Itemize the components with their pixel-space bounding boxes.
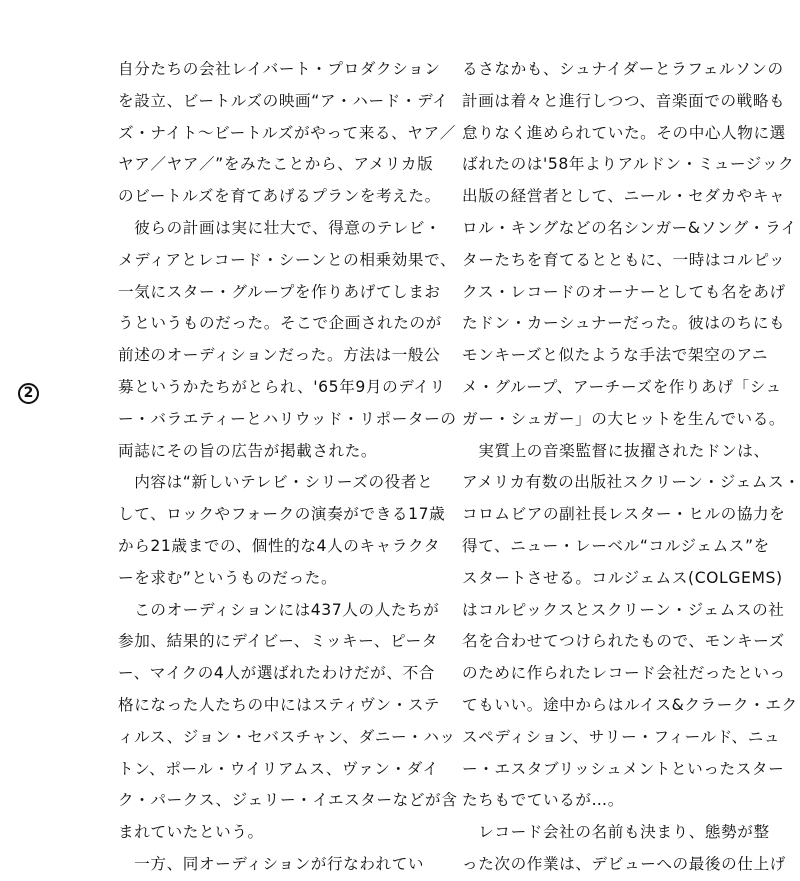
- text-line: はコルピックスとスクリーン・ジェムスの社: [462, 600, 785, 619]
- text-line: たドン・カーシュナーだった。彼はのちにも: [462, 314, 786, 333]
- text-line: ばれたのは'58年よりアルドン・ミュージック: [462, 155, 795, 174]
- text-line: メディアとレコード・シーンとの相乗効果で、: [118, 250, 457, 269]
- text-line: を設立、ビートルズの映画“ア・ハード・デイ: [118, 91, 449, 110]
- text-line: から21歳までの、個性的な4人のキャラクタ: [118, 536, 441, 555]
- text-line: ターたちを育てるとともに、一時はコルピッ: [462, 250, 786, 269]
- text-line: レコード会社の名前も決まり、態勢が整: [462, 823, 770, 842]
- text-line: ーを求む”というものだった。: [118, 568, 338, 587]
- text-line: てもいい。途中からはルイス&クラーク・エク: [462, 695, 798, 714]
- text-line: トン、ポール・ウイリアムス、ヴァン・ダイ: [118, 759, 439, 778]
- text-line: アメリカ有数の出版社スクリーン・ジェムス・: [462, 473, 800, 492]
- text-line: 格になった人たちの中にはスティヴン・ステ: [118, 695, 441, 714]
- text-line: まれていたという。: [118, 823, 264, 842]
- text-line: クス・レコードのオーナーとしても名をあげ: [462, 282, 786, 301]
- text-line: 募というかたちがとられ、'65年9月のデイリ: [118, 377, 446, 396]
- text-line: 前述のオーディションだった。方法は一般公: [118, 346, 441, 365]
- text-line: のために作られたレコード会社だったといっ: [462, 664, 786, 683]
- text-line: たちもでているが…。: [462, 791, 624, 810]
- text-line: ィルス、ジョン・セバスチャン、ダニー・ハッ: [118, 727, 456, 746]
- text-line: った次の作業は、デビューへの最後の仕上げ: [462, 854, 786, 873]
- text-line: 内容は“新しいテレビ・シリーズの役者と: [118, 473, 434, 492]
- left-column-text: [118, 54, 458, 873]
- text-line: ズ・ナイト～ビートルズがやって来る、ヤア／: [118, 123, 456, 142]
- text-line: 両誌にその旨の広告が掲載された。: [118, 441, 378, 460]
- text-line: コロムビアの副社長レスター・ヒルの協力を: [462, 505, 786, 524]
- text-line: 出版の経営者として、ニール・セダカやキャ: [462, 187, 786, 206]
- text-line: 名を合わせてつけられたもので、モンキーズ: [462, 632, 785, 651]
- text-line: 得て、ニュー・レーベル“コルジェムス”を: [462, 536, 770, 555]
- text-line: ガー・シュガー」の大ヒットを生んでいる。: [462, 409, 786, 428]
- text-line: ク・パークス、ジェリー・イエスターなどが含: [118, 791, 458, 810]
- text-line: ー・バラエティーとハリウッド・リポーターの: [118, 409, 457, 428]
- text-line: 怠りなく進められていた。その中心人物に選: [462, 123, 786, 142]
- text-line: スペディション、サリー・フィールド、ニュ: [462, 727, 781, 746]
- text-line: 参加、結果的にデイビー、ミッキー、ピータ: [118, 632, 438, 651]
- text-line: 計画は着々と進行しつつ、音楽面での戦略も: [462, 91, 786, 110]
- text-line: 彼らの計画は実に壮大で、得意のテレビ・: [118, 218, 442, 237]
- text-line: 一気にスター・グループを作りあげてしまお: [118, 282, 441, 301]
- text-line: して、ロックやフォークの演奏ができる17歳: [118, 505, 446, 524]
- right-column-text: [462, 54, 800, 873]
- text-line: このオーディションには437人の人たちが: [118, 600, 440, 619]
- text-line: うというものだった。そこで企画されたのが: [118, 314, 442, 333]
- text-line: 自分たちの会社レイバート・プロダクション: [118, 60, 441, 78]
- text-line: ー・エスタブリッシュメントといったスター: [462, 759, 785, 778]
- text-line: メ・グループ、アーチーズを作りあげ「シュ: [462, 377, 782, 396]
- text-line: ロル・キングなどの名シンガー&ソング・ライ: [462, 218, 797, 237]
- text-line: 一方、同オーディションが行なわれてい: [118, 854, 425, 873]
- text-line: ヤア／ヤア／”をみたことから、アメリカ版: [118, 155, 434, 174]
- text-line: のビートルズを育てあげるプランを考えた。: [118, 187, 441, 206]
- page-number: 2: [18, 383, 39, 404]
- text-line: るさなかも、シュナイダーとラフェルソンの: [462, 60, 784, 78]
- text-line: ー、マイクの4人が選ばれたわけだが、不合: [118, 664, 435, 683]
- text-line: 実質上の音楽監督に抜擢されたドンは、: [462, 441, 770, 460]
- text-line: モンキーズと似たような手法で架空のアニ: [462, 346, 769, 365]
- text-line: スタートさせる。コルジェムス(COLGEMS): [462, 568, 783, 587]
